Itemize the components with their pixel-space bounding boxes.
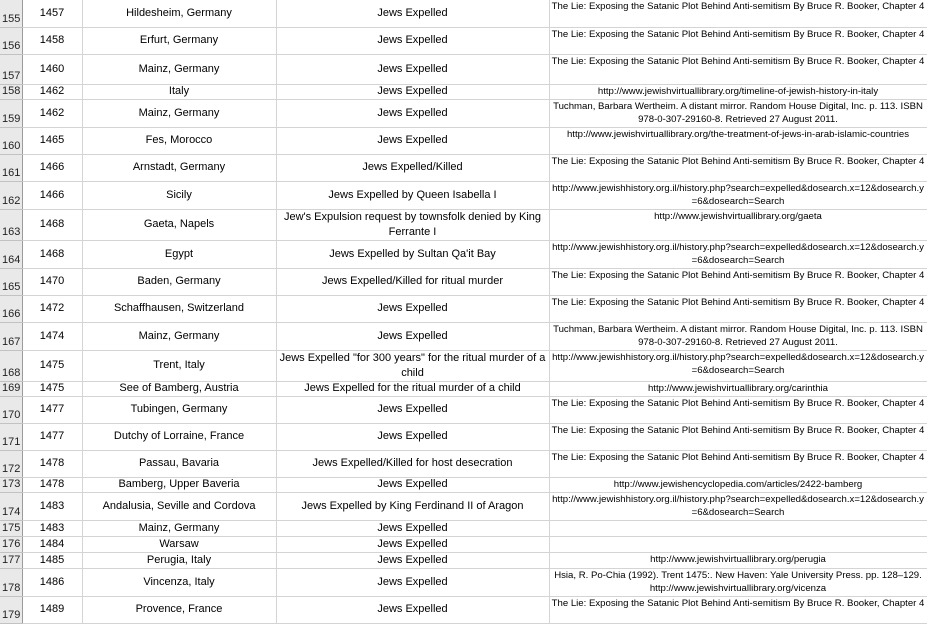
place-cell[interactable]: Provence, France (82, 596, 276, 623)
table-row-163 (0, 209, 927, 240)
source-cell[interactable]: http://www.jewishvirtuallibrary.org/perugia (549, 552, 927, 568)
place-cell[interactable]: Bamberg, Upper Baveria (82, 477, 276, 492)
event-cell[interactable]: Jews Expelled/Killed (276, 154, 549, 181)
event-cell[interactable]: Jews Expelled (276, 84, 549, 99)
event-cell[interactable]: Jews Expelled (276, 396, 549, 423)
event-cell[interactable]: Jews Expelled (276, 0, 549, 27)
year-cell[interactable]: 1465 (22, 127, 82, 154)
row-header[interactable]: 168 (0, 350, 22, 381)
year-cell[interactable]: 1475 (22, 381, 82, 396)
place-cell[interactable]: See of Bamberg, Austria (82, 381, 276, 396)
year-cell[interactable]: 1462 (22, 99, 82, 127)
table-row-171 (0, 423, 927, 450)
year-cell[interactable]: 1468 (22, 240, 82, 268)
event-cell[interactable]: Jews Expelled/Killed for ritual murder (276, 268, 549, 295)
source-cell[interactable]: The Lie: Exposing the Satanic Plot Behind Anti-semitism By Bruce R. Booker, Chapter 4 (549, 154, 927, 181)
row-header[interactable]: 161 (0, 154, 22, 181)
table-row-170 (0, 396, 927, 423)
place-cell[interactable]: Mainz, Germany (82, 54, 276, 84)
year-cell[interactable]: 1484 (22, 536, 82, 552)
source-cell[interactable] (549, 536, 927, 552)
year-cell[interactable]: 1470 (22, 268, 82, 295)
event-cell[interactable]: Jews Expelled "for 300 years" for the ritual murder of a child (276, 350, 549, 381)
place-cell[interactable]: Mainz, Germany (82, 322, 276, 350)
year-cell[interactable]: 1462 (22, 84, 82, 99)
year-cell[interactable]: 1466 (22, 154, 82, 181)
table-row-165 (0, 268, 927, 295)
row-header[interactable]: 155 (0, 0, 22, 27)
source-cell[interactable]: Hsia, R. Po-Chia (1992). Trent 1475:. New Haven: Yale University Press. pp. 128–129. http://www.jewishvirtuallibrary.org/vicenza (549, 568, 927, 596)
row-header[interactable]: 159 (0, 99, 22, 127)
event-cell[interactable]: Jews Expelled by Sultan Qa'it Bay (276, 240, 549, 268)
event-cell[interactable]: Jews Expelled (276, 477, 549, 492)
year-cell[interactable]: 1460 (22, 54, 82, 84)
year-cell[interactable]: 1457 (22, 0, 82, 27)
place-cell[interactable]: Fes, Morocco (82, 127, 276, 154)
table-row-167 (0, 322, 927, 350)
place-cell[interactable]: Warsaw (82, 536, 276, 552)
place-cell[interactable]: Gaeta, Napels (82, 209, 276, 240)
row-header[interactable]: 167 (0, 322, 22, 350)
source-cell[interactable]: http://www.jewishvirtuallibrary.org/gaeta (549, 209, 927, 240)
source-cell[interactable]: http://www.jewishhistory.org.il/history.php?search=expelled&dosearch.x=12&dosearch.y=6&dosearch=Search (549, 240, 927, 268)
year-cell[interactable]: 1489 (22, 596, 82, 623)
place-cell[interactable]: Erfurt, Germany (82, 27, 276, 54)
source-cell[interactable]: Tuchman, Barbara Wertheim. A distant mirror. Random House Digital, Inc. p. 113. ISBN 978-0-307-29160-8. Retrieved 27 August 2011. (549, 322, 927, 350)
source-cell[interactable]: The Lie: Exposing the Satanic Plot Behind Anti-semitism By Bruce R. Booker, Chapter 4 (549, 396, 927, 423)
event-cell[interactable]: Jews Expelled (276, 536, 549, 552)
event-cell[interactable]: Jews Expelled (276, 99, 549, 127)
year-cell[interactable]: 1483 (22, 492, 82, 520)
row-header[interactable]: 178 (0, 568, 22, 596)
table-row-161 (0, 154, 927, 181)
source-cell[interactable] (549, 520, 927, 536)
event-cell[interactable]: Jews Expelled/Killed for host desecration (276, 450, 549, 477)
source-cell[interactable]: The Lie: Exposing the Satanic Plot Behind Anti-semitism By Bruce R. Booker, Chapter 4 (549, 423, 927, 450)
place-cell[interactable]: Perugia, Italy (82, 552, 276, 568)
year-cell[interactable]: 1468 (22, 209, 82, 240)
place-cell[interactable]: Tubingen, Germany (82, 396, 276, 423)
event-cell[interactable]: Jew's Expulsion request by townsfolk denied by King Ferrante I (276, 209, 549, 240)
event-cell[interactable]: Jews Expelled by Queen Isabella I (276, 181, 549, 209)
event-cell[interactable]: Jews Expelled (276, 295, 549, 322)
table-row-178 (0, 568, 927, 596)
table-row-157 (0, 54, 927, 84)
source-cell[interactable]: The Lie: Exposing the Satanic Plot Behind Anti-semitism By Bruce R. Booker, Chapter 4 (549, 54, 927, 84)
place-cell[interactable]: Arnstadt, Germany (82, 154, 276, 181)
row-header[interactable]: 166 (0, 295, 22, 322)
source-cell[interactable]: http://www.jewishhistory.org.il/history.php?search=expelled&dosearch.x=12&dosearch.y=6&dosearch=Search (549, 492, 927, 520)
event-cell[interactable]: Jews Expelled for the ritual murder of a child (276, 381, 549, 396)
place-cell[interactable]: Mainz, Germany (82, 99, 276, 127)
event-cell[interactable]: Jews Expelled (276, 322, 549, 350)
event-cell[interactable]: Jews Expelled (276, 596, 549, 623)
source-cell[interactable]: http://www.jewishvirtuallibrary.org/timeline-of-jewish-history-in-italy (549, 84, 927, 99)
year-cell[interactable]: 1458 (22, 27, 82, 54)
source-cell[interactable]: The Lie: Exposing the Satanic Plot Behind Anti-semitism By Bruce R. Booker, Chapter 4 (549, 596, 927, 623)
year-cell[interactable]: 1483 (22, 520, 82, 536)
table-row-172 (0, 450, 927, 477)
event-cell[interactable]: Jews Expelled (276, 54, 549, 84)
table-row-179 (0, 596, 927, 623)
event-cell[interactable]: Jews Expelled (276, 127, 549, 154)
table-row-177 (0, 552, 927, 568)
source-cell[interactable]: http://www.jewishvirtuallibrary.org/carinthia (549, 381, 927, 396)
year-cell[interactable]: 1477 (22, 423, 82, 450)
place-cell[interactable]: Egypt (82, 240, 276, 268)
row-header[interactable]: 157 (0, 54, 22, 84)
source-cell[interactable]: http://www.jewishhistory.org.il/history.php?search=expelled&dosearch.x=12&dosearch.y=6&dosearch=Search (549, 181, 927, 209)
source-cell[interactable]: http://www.jewishvirtuallibrary.org/the-treatment-of-jews-in-arab-islamic-countries (549, 127, 927, 154)
row-header[interactable]: 156 (0, 27, 22, 54)
row-header[interactable]: 173 (0, 477, 22, 492)
source-cell[interactable]: The Lie: Exposing the Satanic Plot Behind Anti-semitism By Bruce R. Booker, Chapter 4 (549, 450, 927, 477)
table-row-174 (0, 492, 927, 520)
table-row-176 (0, 536, 927, 552)
row-header[interactable]: 162 (0, 181, 22, 209)
event-cell[interactable]: Jews Expelled (276, 568, 549, 596)
row-header[interactable]: 175 (0, 520, 22, 536)
year-cell[interactable]: 1485 (22, 552, 82, 568)
place-cell[interactable]: Schaffhausen, Switzerland (82, 295, 276, 322)
row-header[interactable]: 165 (0, 268, 22, 295)
event-cell[interactable]: Jews Expelled (276, 520, 549, 536)
row-header[interactable]: 164 (0, 240, 22, 268)
table-row-173 (0, 477, 927, 492)
source-cell[interactable]: The Lie: Exposing the Satanic Plot Behind Anti-semitism By Bruce R. Booker, Chapter 4 (549, 268, 927, 295)
event-cell[interactable]: Jews Expelled by King Ferdinand II of Aragon (276, 492, 549, 520)
table-row-162 (0, 181, 927, 209)
event-cell[interactable]: Jews Expelled (276, 552, 549, 568)
row-header[interactable]: 160 (0, 127, 22, 154)
year-cell[interactable]: 1475 (22, 350, 82, 381)
table-row-156 (0, 27, 927, 54)
event-cell[interactable]: Jews Expelled (276, 27, 549, 54)
year-cell[interactable]: 1478 (22, 477, 82, 492)
row-header[interactable]: 158 (0, 84, 22, 99)
table-row-160 (0, 127, 927, 154)
source-cell[interactable]: http://www.jewishencyclopedia.com/articles/2422-bamberg (549, 477, 927, 492)
row-header[interactable]: 171 (0, 423, 22, 450)
place-cell[interactable]: Dutchy of Lorraine, France (82, 423, 276, 450)
table-row-158 (0, 84, 927, 99)
place-cell[interactable]: Baden, Germany (82, 268, 276, 295)
place-cell[interactable]: Italy (82, 84, 276, 99)
year-cell[interactable]: 1466 (22, 181, 82, 209)
year-cell[interactable]: 1472 (22, 295, 82, 322)
row-header[interactable]: 170 (0, 396, 22, 423)
source-cell[interactable]: Tuchman, Barbara Wertheim. A distant mirror. Random House Digital, Inc. p. 113. ISBN 978-0-307-29160-8. Retrieved 27 August 2011. (549, 99, 927, 127)
table-row-155 (0, 0, 927, 27)
table-row-168 (0, 350, 927, 381)
event-cell[interactable]: Jews Expelled (276, 423, 549, 450)
place-cell[interactable]: Passau, Bavaria (82, 450, 276, 477)
table-row-159 (0, 99, 927, 127)
place-cell[interactable]: Hildesheim, Germany (82, 0, 276, 27)
place-cell[interactable]: Sicily (82, 181, 276, 209)
source-cell[interactable]: The Lie: Exposing the Satanic Plot Behind Anti-semitism By Bruce R. Booker, Chapter 4 (549, 0, 927, 27)
row-header[interactable]: 163 (0, 209, 22, 240)
row-header[interactable]: 172 (0, 450, 22, 477)
table-row-169 (0, 381, 927, 396)
year-cell[interactable]: 1474 (22, 322, 82, 350)
place-cell[interactable]: Trent, Italy (82, 350, 276, 381)
row-header[interactable]: 177 (0, 552, 22, 568)
year-cell[interactable]: 1478 (22, 450, 82, 477)
table-row-164 (0, 240, 927, 268)
year-cell[interactable]: 1477 (22, 396, 82, 423)
row-header[interactable]: 179 (0, 596, 22, 623)
row-header[interactable]: 176 (0, 536, 22, 552)
place-cell[interactable]: Mainz, Germany (82, 520, 276, 536)
table-row-166 (0, 295, 927, 322)
place-cell[interactable]: Andalusia, Seville and Cordova (82, 492, 276, 520)
table-row-175 (0, 520, 927, 536)
place-cell[interactable]: Vincenza, Italy (82, 568, 276, 596)
row-header[interactable]: 169 (0, 381, 22, 396)
source-cell[interactable]: The Lie: Exposing the Satanic Plot Behind Anti-semitism By Bruce R. Booker, Chapter 4 (549, 295, 927, 322)
source-cell[interactable]: http://www.jewishhistory.org.il/history.php?search=expelled&dosearch.x=12&dosearch.y=6&dosearch=Search (549, 350, 927, 381)
row-header[interactable]: 174 (0, 492, 22, 520)
year-cell[interactable]: 1486 (22, 568, 82, 596)
source-cell[interactable]: The Lie: Exposing the Satanic Plot Behind Anti-semitism By Bruce R. Booker, Chapter 4 (549, 27, 927, 54)
